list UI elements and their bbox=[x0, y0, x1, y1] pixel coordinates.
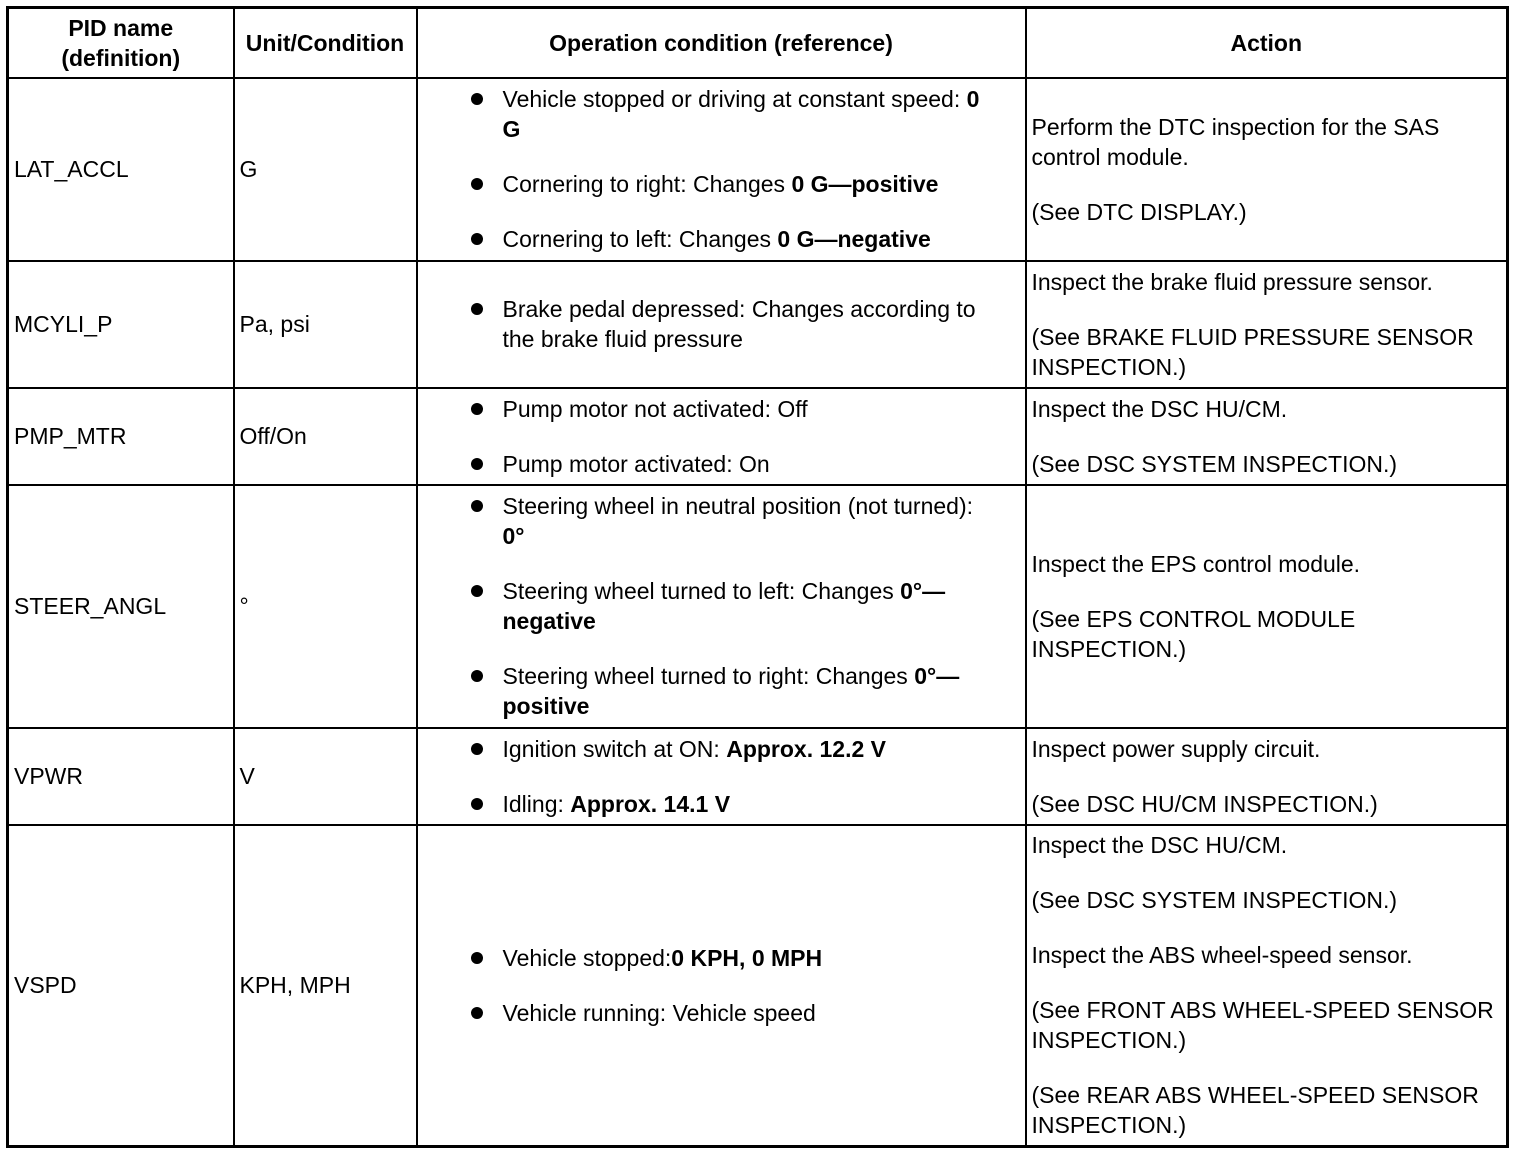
operation-condition-cell bbox=[417, 261, 1026, 388]
table-row bbox=[8, 485, 1508, 728]
action-text: Inspect the ABS wheel-speed sensor. bbox=[1031, 942, 1413, 969]
action-text: (See DSC SYSTEM INSPECTION.) bbox=[1031, 887, 1398, 914]
condition-value: 0°—positive bbox=[502, 663, 960, 719]
condition-item bbox=[503, 734, 990, 764]
operation-condition-cell bbox=[417, 388, 1026, 485]
action-text: (See FRONT ABS WHEEL-SPEED SENSOR INSPECTION.) bbox=[1031, 997, 1494, 1054]
condition-value: 0° bbox=[502, 523, 525, 549]
action-cell bbox=[1026, 388, 1508, 485]
condition-text: Pump motor activated: On bbox=[502, 450, 770, 477]
condition-text: Ignition switch at ON: bbox=[502, 735, 727, 762]
condition-item bbox=[503, 998, 990, 1028]
condition-value: Approx. 12.2 V bbox=[726, 735, 886, 762]
table-row bbox=[8, 825, 1508, 1147]
condition-text: Vehicle running: Vehicle speed bbox=[502, 999, 816, 1026]
action-text: Inspect the EPS control module. bbox=[1031, 550, 1361, 577]
header-unit: Unit/Condition bbox=[234, 8, 417, 78]
condition-value: 0 KPH, 0 MPH bbox=[671, 944, 823, 971]
unit-cell: Off/On bbox=[234, 388, 417, 485]
action-text: (See BRAKE FLUID PRESSURE SENSOR INSPECTION.) bbox=[1031, 323, 1474, 380]
table-row bbox=[8, 388, 1508, 485]
action-text: Perform the DTC inspection for the SAS control module. bbox=[1031, 113, 1440, 170]
action-cell bbox=[1026, 78, 1508, 261]
condition-value: 0 G—positive bbox=[791, 171, 939, 197]
condition-text: Brake pedal depressed: Changes according to the brake fluid pressure bbox=[502, 296, 976, 352]
table-row bbox=[8, 261, 1508, 388]
header-action: Action bbox=[1026, 8, 1508, 78]
action-text: (See DSC SYSTEM INSPECTION.) bbox=[1031, 450, 1398, 477]
condition-text: Idling: bbox=[502, 790, 571, 817]
condition-item bbox=[503, 84, 990, 144]
pid-name-cell: VSPD bbox=[8, 825, 234, 1147]
action-text: (See DSC HU/CM INSPECTION.) bbox=[1031, 790, 1378, 817]
header-row bbox=[8, 8, 1508, 78]
action-cell bbox=[1026, 485, 1508, 728]
action-text: Inspect power supply circuit. bbox=[1031, 735, 1321, 762]
condition-list bbox=[423, 394, 1020, 479]
table-body bbox=[8, 78, 1508, 1147]
unit-cell: Pa, psi bbox=[234, 261, 417, 388]
table-row bbox=[8, 78, 1508, 261]
unit-cell: V bbox=[234, 728, 417, 825]
action-cell bbox=[1026, 728, 1508, 825]
condition-value: 0 G—negative bbox=[777, 226, 931, 252]
condition-item bbox=[503, 661, 990, 721]
condition-item bbox=[503, 576, 990, 636]
condition-text: Vehicle stopped: bbox=[502, 944, 672, 971]
condition-item bbox=[503, 294, 990, 354]
condition-text: Steering wheel turned to right: Changes bbox=[502, 663, 915, 689]
condition-text: Cornering to right: Changes bbox=[502, 171, 792, 197]
pid-name-cell: LAT_ACCL bbox=[8, 78, 234, 261]
condition-text: Cornering to left: Changes bbox=[502, 226, 778, 252]
condition-item bbox=[503, 224, 990, 254]
action-text: (See REAR ABS WHEEL-SPEED SENSOR INSPECTION.) bbox=[1031, 1082, 1479, 1139]
header-operation: Operation condition (reference) bbox=[417, 8, 1026, 78]
condition-item bbox=[503, 169, 990, 199]
header-pid: PID name (definition) bbox=[8, 8, 234, 78]
unit-cell: KPH, MPH bbox=[234, 825, 417, 1147]
operation-condition-cell bbox=[417, 728, 1026, 825]
action-text: (See DTC DISPLAY.) bbox=[1031, 198, 1247, 225]
operation-condition-cell bbox=[417, 825, 1026, 1147]
condition-list bbox=[423, 734, 1020, 819]
condition-text: Steering wheel turned to left: Changes bbox=[502, 578, 901, 604]
pid-table bbox=[6, 6, 1509, 1148]
condition-value: 0°—negative bbox=[502, 578, 946, 634]
condition-item bbox=[503, 789, 990, 819]
condition-item bbox=[503, 491, 990, 551]
condition-item bbox=[503, 449, 990, 479]
condition-text: Pump motor not activated: Off bbox=[502, 395, 808, 422]
action-cell bbox=[1026, 261, 1508, 388]
unit-cell: ° bbox=[234, 485, 417, 728]
condition-value: Approx. 14.1 V bbox=[570, 790, 731, 817]
condition-value: 0 G bbox=[502, 86, 980, 142]
condition-item bbox=[503, 394, 990, 424]
condition-text: Steering wheel in neutral position (not turned): bbox=[502, 493, 974, 519]
condition-list bbox=[423, 84, 1020, 254]
pid-name-cell: VPWR bbox=[8, 728, 234, 825]
pid-name-cell: PMP_MTR bbox=[8, 388, 234, 485]
unit-cell: G bbox=[234, 78, 417, 261]
action-text: (See EPS CONTROL MODULE INSPECTION.) bbox=[1031, 605, 1356, 662]
pid-name-cell: STEER_ANGL bbox=[8, 485, 234, 728]
table-row bbox=[8, 728, 1508, 825]
condition-list bbox=[423, 294, 1020, 354]
action-text: Inspect the DSC HU/CM. bbox=[1031, 832, 1288, 859]
condition-list bbox=[423, 943, 1020, 1028]
operation-condition-cell bbox=[417, 485, 1026, 728]
action-text: Inspect the brake fluid pressure sensor. bbox=[1031, 268, 1433, 295]
action-cell bbox=[1026, 825, 1508, 1147]
condition-text: Vehicle stopped or driving at constant speed: bbox=[502, 86, 967, 112]
action-text: Inspect the DSC HU/CM. bbox=[1031, 395, 1288, 422]
condition-item bbox=[503, 943, 990, 973]
pid-name-cell: MCYLI_P bbox=[8, 261, 234, 388]
operation-condition-cell bbox=[417, 78, 1026, 261]
condition-list bbox=[423, 491, 1020, 721]
